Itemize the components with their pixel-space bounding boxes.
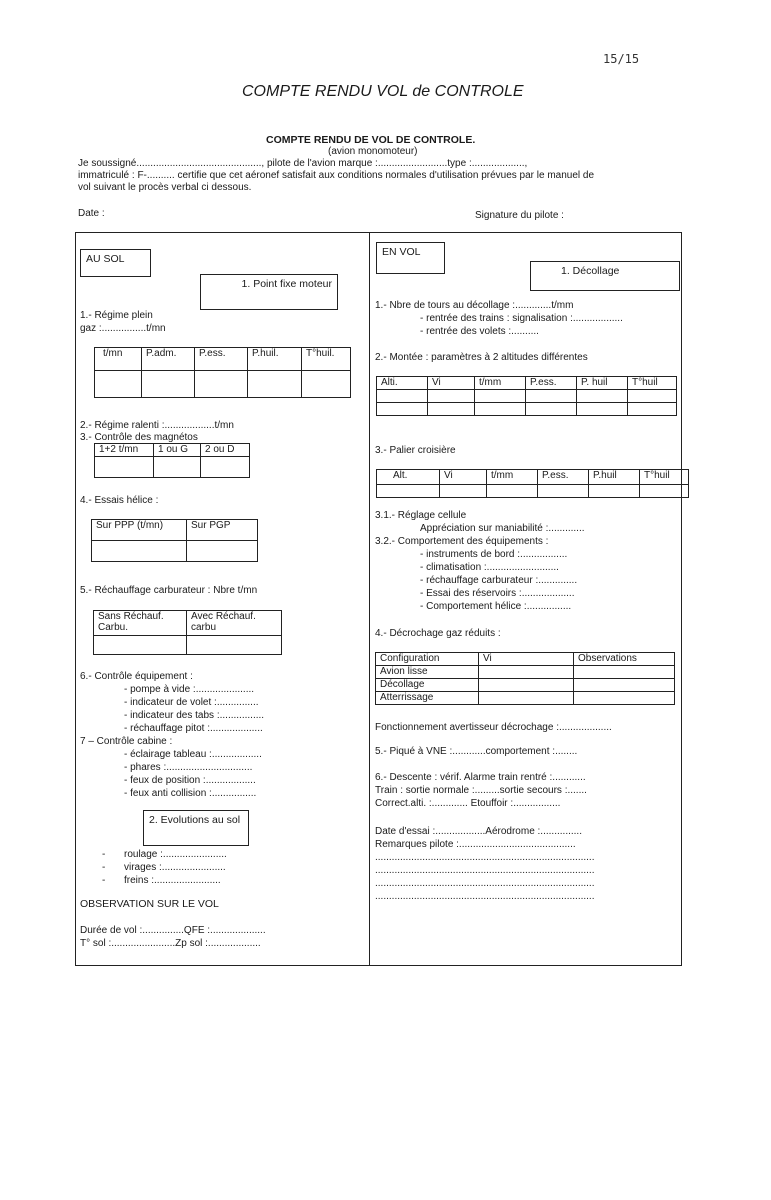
table-header: Vi — [479, 653, 574, 666]
table-row — [377, 470, 689, 485]
bullet: - — [102, 849, 106, 860]
table-cell[interactable] — [574, 692, 675, 705]
table-cell[interactable] — [440, 485, 487, 498]
table-cell: Décollage — [376, 679, 479, 692]
table-row — [95, 457, 250, 478]
table-row — [376, 679, 675, 692]
table-header: Observations — [574, 653, 675, 666]
rechauffage-table — [93, 610, 282, 655]
table-header: T°huil — [628, 377, 677, 390]
table-row — [376, 666, 675, 679]
table-cell[interactable] — [94, 636, 187, 655]
comp-item: - Essai des réservoirs :................... — [420, 588, 575, 599]
date-essai: Date d'essai :..................Aérodrome :............... — [375, 826, 582, 837]
controle-magnetos: 3.- Contrôle des magnétos — [80, 432, 198, 443]
cabine-item: - feux de position :.................. — [124, 775, 256, 786]
table-cell[interactable] — [154, 457, 201, 478]
palier-table — [376, 469, 689, 498]
table-header: P.huil. — [248, 348, 302, 371]
table-row — [94, 636, 282, 655]
table-cell[interactable] — [574, 679, 675, 692]
table-cell[interactable] — [377, 390, 428, 403]
regime-plein-label: 1.- Régime plein — [80, 310, 153, 321]
table-header: t/mm — [487, 470, 538, 485]
duree-vol: Durée de vol :...............QFE :.................... — [80, 925, 266, 936]
table-row — [92, 520, 258, 541]
table-row — [377, 377, 677, 390]
table-header: P.ess. — [526, 377, 577, 390]
table-header: P.adm. — [142, 348, 195, 371]
table-header: Alti. — [377, 377, 428, 390]
table-cell[interactable] — [538, 485, 589, 498]
descente: 6.- Descente : vérif. Alarme train rentré :............ — [375, 772, 586, 783]
table-cell: Avion lisse — [376, 666, 479, 679]
observation-title: OBSERVATION SUR LE VOL — [80, 898, 219, 910]
table-row — [94, 611, 282, 636]
temperature-sol: T° sol :.......................Zp sol :................... — [80, 938, 261, 949]
signature-label: Signature du pilote : — [475, 210, 564, 221]
table-header: Configuration — [376, 653, 479, 666]
cabine-item: - feux anti collision :................ — [124, 788, 257, 799]
table-row — [377, 390, 677, 403]
table-cell[interactable] — [526, 390, 577, 403]
dots-line[interactable]: ............................................................................... — [375, 865, 595, 876]
table-header: Vi — [440, 470, 487, 485]
evol-item: roulage :....................... — [124, 849, 227, 860]
evolutions-box: 2. Evolutions au sol — [143, 810, 249, 846]
table-cell[interactable] — [195, 371, 248, 398]
table-cell[interactable] — [92, 541, 187, 562]
essais-helice: 4.- Essais hélice : — [80, 495, 159, 506]
palier-croisiere: 3.- Palier croisière — [375, 445, 456, 456]
pique-vne: 5.- Piqué à VNE :............comportement :........ — [375, 746, 578, 757]
rechauffage-carburateur: 5.- Réchauffage carburateur : Nbre t/mn — [80, 585, 258, 596]
correct-alti: Correct.alti. :............. Etouffoir :................. — [375, 798, 561, 809]
magnetos-table — [94, 443, 250, 478]
table-cell[interactable] — [475, 403, 526, 416]
regime-ralenti: 2.- Régime ralenti :..................t/mn — [80, 420, 234, 431]
helice-table — [91, 519, 258, 562]
table-header: Sur PGP — [187, 520, 258, 541]
page-number: 15/15 — [603, 52, 640, 66]
decrochage-label: 4.- Décrochage gaz réduits : — [375, 628, 501, 639]
table-row — [92, 541, 258, 562]
page-title: COMPTE RENDU VOL de CONTROLE — [242, 83, 524, 100]
train: Train : sortie normale :.........sortie secours :....... — [375, 785, 587, 796]
table-cell[interactable] — [479, 692, 574, 705]
comp-item: - réchauffage carburateur :.............. — [420, 575, 578, 586]
controle-equipement: 6.- Contrôle équipement : — [80, 671, 193, 682]
intro-line-2: immatriculé : F-.......... certifie que cet aéronef satisfait aux conditions normales d'utilisation prévues par le manuel de — [78, 170, 595, 181]
header-line: Carbu. — [98, 622, 129, 633]
table-header: T°huil. — [302, 348, 351, 371]
column-divider — [369, 232, 370, 966]
table-cell[interactable] — [577, 403, 628, 416]
table-header: Sur PPP (t/mn) — [92, 520, 187, 541]
table-cell[interactable] — [377, 485, 440, 498]
controle-cabine: 7 – Contrôle cabine : — [80, 736, 173, 747]
table-cell[interactable] — [428, 403, 475, 416]
table-cell[interactable] — [377, 403, 428, 416]
table-cell[interactable] — [526, 403, 577, 416]
table-header: t/mm — [475, 377, 526, 390]
evol-item: freins :........................ — [124, 875, 221, 886]
bullet: - — [102, 862, 106, 873]
form-title: COMPTE RENDU DE VOL DE CONTROLE. — [266, 134, 476, 146]
table-header: Vi — [428, 377, 475, 390]
table-cell[interactable] — [95, 371, 142, 398]
table-header: P.ess. — [195, 348, 248, 371]
table-cell[interactable] — [187, 541, 258, 562]
equip-item: - pompe à vide :..................... — [124, 684, 255, 695]
remarques-pilote: Remarques pilote :.......................................... — [375, 839, 576, 850]
table-header — [187, 611, 282, 636]
evol-item: virages :....................... — [124, 862, 226, 873]
table-cell[interactable] — [479, 666, 574, 679]
table-cell[interactable] — [640, 485, 689, 498]
table-header: 2 ou D — [201, 444, 250, 457]
table-cell[interactable] — [201, 457, 250, 478]
decrochage-table — [375, 652, 675, 705]
date-label: Date : — [78, 208, 105, 219]
decollage-box: 1. Décollage — [530, 261, 680, 291]
comp-item: - climatisation :.......................... — [420, 562, 559, 573]
table-cell[interactable] — [574, 666, 675, 679]
table-cell[interactable] — [95, 457, 154, 478]
dots-line[interactable]: ............................................................................... — [375, 878, 595, 889]
table-header: P.huil — [589, 470, 640, 485]
point-fixe-table — [94, 347, 351, 398]
en-vol-label: EN VOL — [376, 242, 445, 274]
table-header: 1+2 t/mn — [95, 444, 154, 457]
table-header — [94, 611, 187, 636]
form-subtitle: (avion monomoteur) — [328, 146, 418, 157]
cabine-item: - phares :............................... — [124, 762, 253, 773]
equip-item: - réchauffage pitot :................... — [124, 723, 263, 734]
point-fixe-box: 1. Point fixe moteur — [200, 274, 338, 310]
rentree-volets: - rentrée des volets :.......... — [420, 326, 539, 337]
nbre-tours: 1.- Nbre de tours au décollage :.............t/mm — [375, 300, 574, 311]
table-row — [95, 348, 351, 371]
reglage-cellule: 3.1.- Réglage cellule — [375, 510, 467, 521]
intro-line-3: vol suivant le procès verbal ci dessous. — [78, 182, 252, 193]
comp-item: - instruments de bord :................. — [420, 549, 568, 560]
table-cell[interactable] — [248, 371, 302, 398]
table-row — [95, 371, 351, 398]
header-line: Avec Réchauf. — [191, 611, 256, 622]
table-cell[interactable] — [577, 390, 628, 403]
intro-line-1: Je soussigné............................................., pilote de l'avion marque :.........................type :..................., — [78, 158, 528, 169]
table-row — [377, 485, 689, 498]
table-row — [376, 692, 675, 705]
table-cell: Atterrissage — [376, 692, 479, 705]
cabine-item: - éclairage tableau :.................. — [124, 749, 262, 760]
table-cell[interactable] — [487, 485, 538, 498]
dots-line[interactable]: ............................................................................... — [375, 852, 595, 863]
table-cell[interactable] — [628, 390, 677, 403]
montee-table — [376, 376, 677, 416]
table-cell[interactable] — [302, 371, 351, 398]
table-header: t/mn — [95, 348, 142, 371]
table-header: P. huil — [577, 377, 628, 390]
equip-item: - indicateur de volet :............... — [124, 697, 259, 708]
table-cell[interactable] — [475, 390, 526, 403]
equip-item: - indicateur des tabs :................ — [124, 710, 265, 721]
table-header: P.ess. — [538, 470, 589, 485]
comportement-equipements: 3.2.- Comportement des équipements : — [375, 536, 549, 547]
table-cell[interactable] — [142, 371, 195, 398]
table-cell[interactable] — [479, 679, 574, 692]
regime-plein-value: gaz :................t/mn — [80, 323, 166, 334]
table-row — [95, 444, 250, 457]
montee-label: 2.- Montée : paramètres à 2 altitudes différentes — [375, 352, 588, 363]
table-cell[interactable] — [628, 403, 677, 416]
table-row — [377, 403, 677, 416]
appreciation: Appréciation sur maniabilité :............. — [420, 523, 585, 534]
table-cell[interactable] — [187, 636, 282, 655]
table-row — [376, 653, 675, 666]
table-cell[interactable] — [589, 485, 640, 498]
table-header: Alt. — [377, 470, 440, 485]
au-sol-label: AU SOL — [80, 249, 151, 277]
rentree-trains: - rentrée des trains : signalisation :.................. — [420, 313, 623, 324]
header-line: carbu — [191, 622, 217, 633]
header-line: Sans Réchauf. — [98, 611, 164, 622]
table-cell[interactable] — [428, 390, 475, 403]
avertisseur-decrochage: Fonctionnement avertisseur décrochage :................... — [375, 722, 612, 733]
table-header: T°huil — [640, 470, 689, 485]
table-header: 1 ou G — [154, 444, 201, 457]
bullet: - — [102, 875, 106, 886]
dots-line[interactable]: ............................................................................... — [375, 891, 595, 902]
comp-item: - Comportement hélice :................ — [420, 601, 572, 612]
